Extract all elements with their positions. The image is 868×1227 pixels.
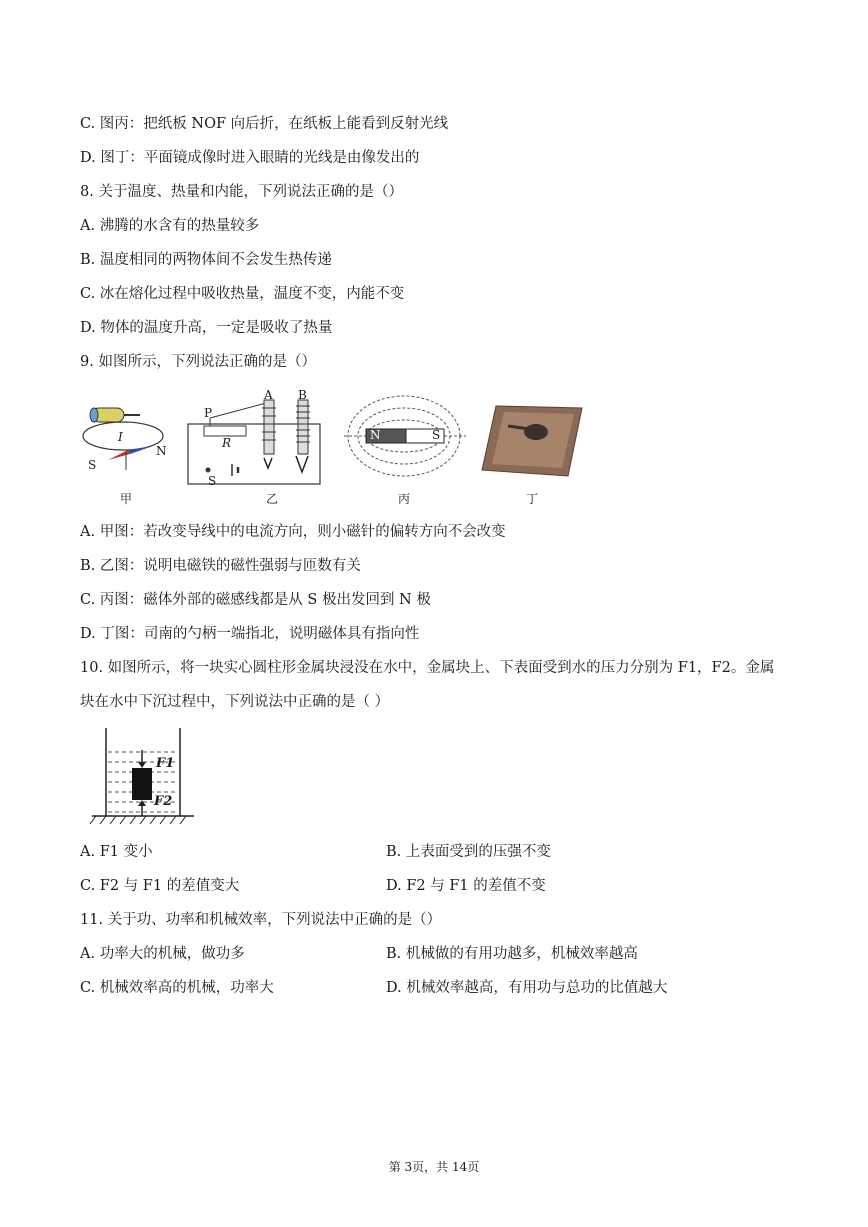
q8-stem: 8. 关于温度、热量和内能，下列说法正确的是（） bbox=[80, 184, 403, 200]
coil-b-label: B bbox=[298, 388, 307, 402]
q9-option-b: B. 乙图：说明电磁铁的磁性强弱与匝数有关 bbox=[80, 558, 361, 574]
slider-label: P bbox=[204, 406, 213, 420]
q9-figures bbox=[78, 388, 598, 508]
q10-option-a: A. F1 变小 bbox=[80, 844, 153, 860]
q10-option-b: B. 上表面受到的压强不变 bbox=[386, 844, 551, 860]
figure-yi bbox=[186, 388, 326, 508]
page-footer: 第 3页，共 14页 bbox=[388, 1160, 480, 1174]
submerged-block-diagram bbox=[88, 724, 198, 828]
q8-option-d: D. 物体的温度升高，一定是吸收了热量 bbox=[80, 320, 333, 336]
q9-stem: 9. 如图所示，下列说法正确的是（） bbox=[80, 354, 316, 370]
caption-ding: 丁 bbox=[526, 492, 539, 506]
sinan-compass-image bbox=[478, 388, 590, 488]
q11-option-a: A. 功率大的机械，做功多 bbox=[80, 946, 245, 962]
current-label: I bbox=[118, 430, 123, 444]
q11-option-c: C. 机械效率高的机械，功率大 bbox=[80, 980, 274, 996]
magnet-n-label: N bbox=[370, 428, 381, 442]
q11-stem: 11. 关于功、功率和机械效率，下列说法中正确的是（） bbox=[80, 912, 442, 928]
q11-option-b: B. 机械做的有用功越多，机械效率越高 bbox=[386, 946, 638, 962]
q10-stem-line1: 10. 如图所示，将一块实心圆柱形金属块浸没在水中，金属块上、下表面受到水的压力分别为 F1，F2。金属 bbox=[80, 660, 775, 676]
figure-jia bbox=[78, 388, 178, 508]
figure-bing bbox=[340, 388, 470, 508]
q9-option-a: A. 甲图：若改变导线中的电流方向，则小磁针的偏转方向不会改变 bbox=[80, 524, 506, 540]
q7-option-c: C. 图丙：把纸板 NOF 向后折，在纸板上能看到反射光线 bbox=[80, 116, 449, 132]
q7-option-d: D. 图丁：平面镜成像时进入眼睛的光线是由像发出的 bbox=[80, 150, 420, 166]
force-f1-label: F1 bbox=[156, 756, 175, 771]
switch-label: S bbox=[208, 474, 217, 488]
q8-option-c: C. 冰在熔化过程中吸收热量，温度不变，内能不变 bbox=[80, 286, 405, 302]
force-f2-label: F2 bbox=[154, 794, 173, 809]
q11-option-d: D. 机械效率越高，有用功与总功的比值越大 bbox=[386, 980, 668, 996]
figure-ding bbox=[478, 388, 590, 508]
coil-a-label: A bbox=[264, 388, 273, 402]
resistor-label: R bbox=[222, 436, 232, 450]
q10-stem-line2: 块在水中下沉过程中，下列说法中正确的是（ ） bbox=[80, 694, 390, 710]
caption-bing: 丙 bbox=[398, 492, 411, 506]
magnet-s-label: S bbox=[432, 428, 441, 442]
q8-option-b: B. 温度相同的两物体间不会发生热传递 bbox=[80, 252, 332, 268]
south-label: S bbox=[88, 458, 97, 472]
q10-figure bbox=[88, 724, 198, 828]
q10-option-d: D. F2 与 F1 的差值不变 bbox=[386, 878, 546, 894]
north-label: N bbox=[156, 444, 167, 458]
q9-option-c: C. 丙图：磁体外部的磁感线都是从 S 极出发回到 N 极 bbox=[80, 592, 431, 608]
bar-magnet-field-lines bbox=[340, 388, 470, 488]
q10-option-c: C. F2 与 F1 的差值变大 bbox=[80, 878, 240, 894]
electromagnet-circuit-diagram bbox=[186, 388, 326, 488]
caption-jia: 甲 bbox=[120, 492, 133, 506]
compass-wire-diagram bbox=[78, 388, 178, 488]
q9-option-d: D. 丁图：司南的勺柄一端指北，说明磁体具有指向性 bbox=[80, 626, 420, 642]
caption-yi: 乙 bbox=[266, 492, 279, 506]
q8-option-a: A. 沸腾的水含有的热量较多 bbox=[80, 218, 260, 234]
